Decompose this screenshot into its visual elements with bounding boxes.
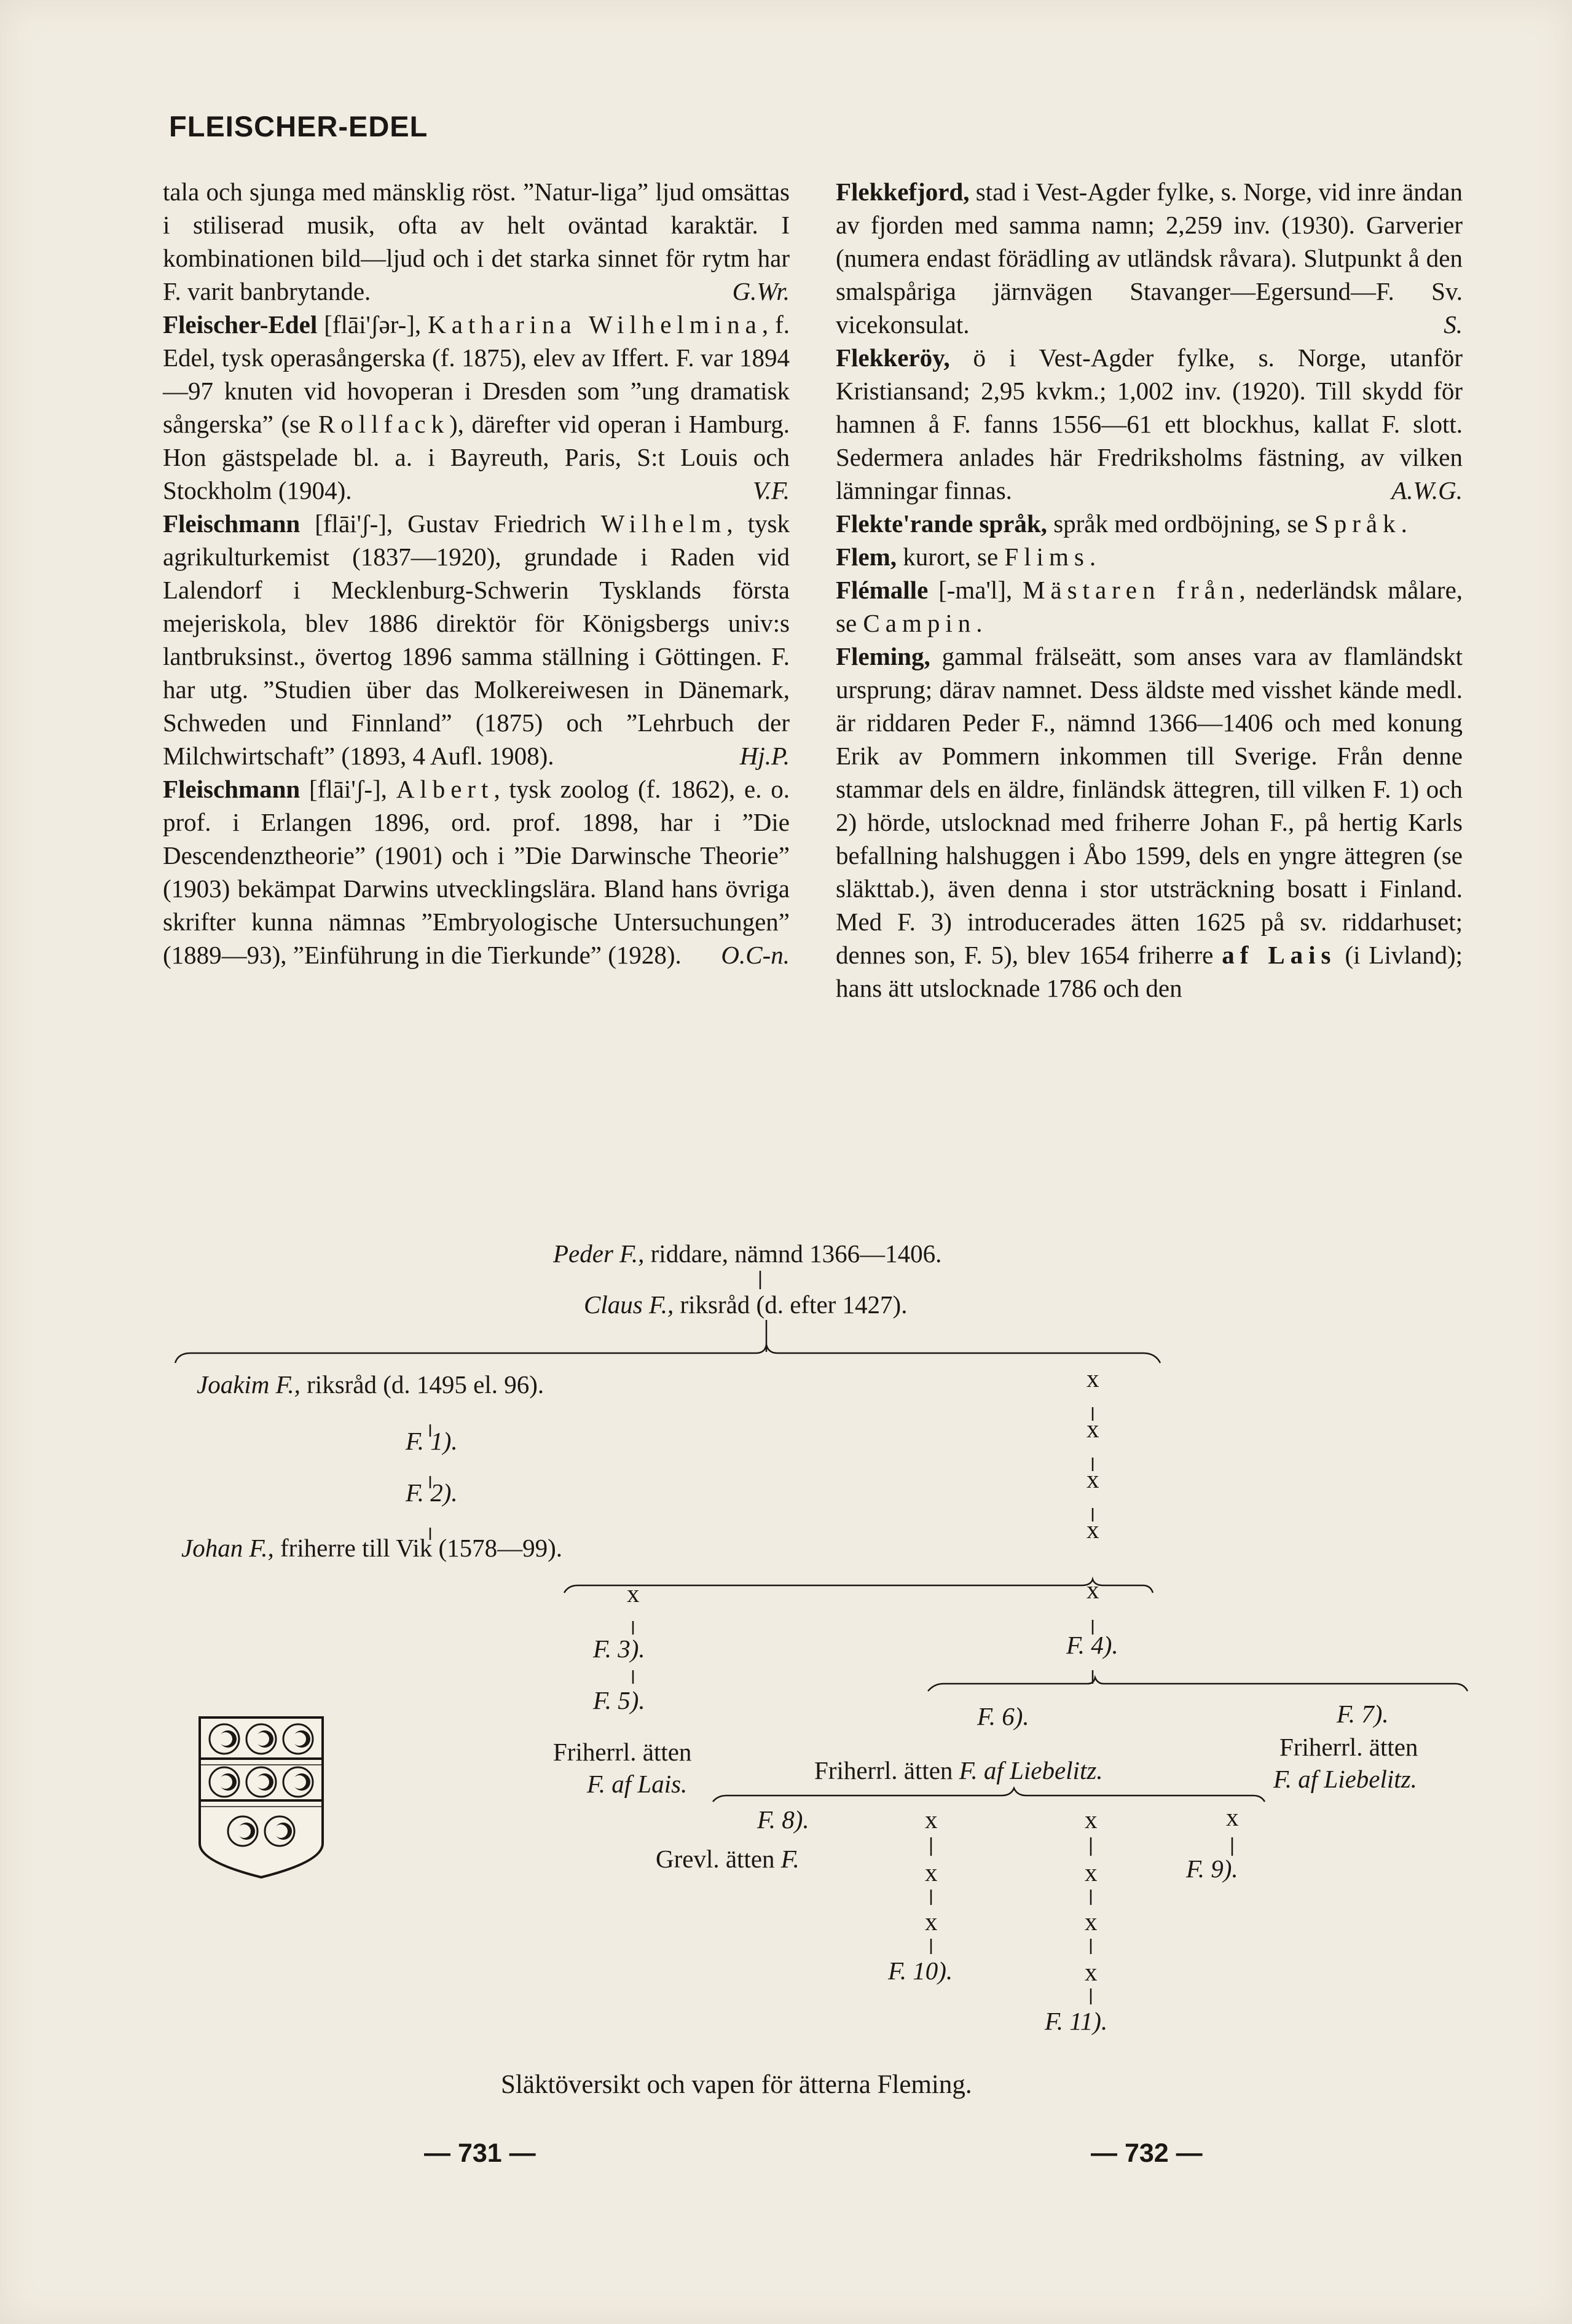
figure-caption: Släktöversikt och vapen för ätterna Fleming. (501, 2070, 972, 2099)
tree-f5: F. 5). (593, 1686, 645, 1714)
tree-f1: F. 1). (406, 1427, 458, 1455)
tree-x: x (925, 1805, 938, 1834)
entry-text: (i Livland); hans ätt utslocknade 1786 och den (836, 941, 1463, 1002)
page-number-right: — 732 — (1091, 2138, 1203, 2168)
entry-text: Flem, (836, 543, 897, 571)
tree-x: x (627, 1579, 640, 1608)
author-signature: G.Wr. (732, 277, 790, 305)
entry-text: Mästaren från (1022, 576, 1240, 604)
entry-text: kurort, se (897, 543, 1005, 571)
entry-text: [-ma'l], (928, 576, 1023, 604)
entry-text: . (1401, 509, 1407, 538)
tree-claus: Claus F., riksråd (d. efter 1427). (584, 1290, 908, 1319)
entry-text: Albert (396, 775, 494, 803)
entry-text: Flémalle (836, 576, 929, 604)
entry-text: Fleischmann (163, 509, 301, 538)
tree-f3: F. 3). (593, 1635, 645, 1663)
tree-x: x (1085, 1805, 1098, 1834)
tree-x: x (925, 1907, 938, 1936)
entry-text: Flekkefjord, (836, 178, 970, 206)
entry-text: Flekkeröy, (836, 343, 950, 372)
entry-text: [flāi'ʃər-], (317, 310, 428, 339)
tree-lieb-r-2: F. af Liebelitz. (1273, 1765, 1417, 1793)
entry-text: , tysk zoolog (f. 1862), e. o. prof. i Erlangen 1896, ord. prof. 1898, har i ”Die Descendenztheorie” (1901) och i ”Die Darwinsche Theorie” (1903) bekämpat Darwins utvecklingslära. Bland hans övriga skrifter kunna nämnas ”Embryologische Untersuchungen” (1889—93), ”Einführung in die Tierkunde” (1928). (163, 775, 790, 969)
entry-text: Flims (1004, 543, 1090, 571)
author-signature: S. (1444, 310, 1463, 339)
entry-text: språk med ordböjning, se (1047, 509, 1315, 538)
entry-text: Rollfack (318, 410, 450, 438)
tree-f2: F. 2). (406, 1478, 458, 1507)
tree-x: x (1087, 1465, 1099, 1493)
entry-text: gammal frälseätt, som anses vara av flamländskt ursprung; därav namnet. Dess äldste med visshet kände medl. är riddaren Peder F., nämnd 1366—1406 och med konung Erik av Pommern inkommen till Sverige. Från denne stammar dels en äldre, finländsk ättegren, till vilken F. 1) och 2) hörde, utslocknad med friherre Johan F., på hertig Karls befallning halshuggen i Åbo 1599, dels en yngre ättegren (se släkttab.), även denna i stor utsträckning bosatt i Finland. Med F. 3) introducerades ätten 1625 på sv. riddarhuset; dennes son, F. 5), blev 1654 friherre (836, 642, 1463, 969)
author-signature: Hj.P. (739, 742, 790, 770)
tree-x: x (1087, 1515, 1099, 1544)
entry-text: ö i Vest-Agder fylke, s. Norge, utanför Kristiansand; 2,95 kvkm.; 1,002 inv. (1920). Till skydd för hamnen å F. fanns 1556—61 ett blockhus, kallat F. slott. Sedermera anlades här Fredriksholms fästning, av vilken lämningar finnas. (836, 343, 1463, 504)
tree-x: x (1087, 1576, 1099, 1604)
tree-x: x (1087, 1415, 1099, 1443)
tree-lais-1: Friherrl. ätten (553, 1738, 692, 1766)
entry-text: Katharina Wilhelmina (428, 310, 762, 339)
entry-text: , nederländsk målare, se (836, 576, 1463, 637)
tree-x: x (1087, 1364, 1099, 1392)
tree-lieb-mid: Friherrl. ätten F. af Liebelitz. (814, 1756, 1103, 1784)
entry-text: Wilhelm (600, 509, 727, 538)
entry-text: . (1089, 543, 1096, 571)
tree-grevl: Grevl. ätten F. (656, 1845, 800, 1873)
tree-lieb-r-1: Friherrl. ätten (1279, 1733, 1418, 1761)
tree-x: x (1085, 1858, 1098, 1886)
tree-x: x (925, 1858, 938, 1886)
tree-f9: F. 9). (1186, 1855, 1238, 1883)
page-number-left: — 731 — (424, 2138, 536, 2168)
tree-f8: F. 8). (757, 1805, 809, 1834)
entry-text: [flāi'ʃ-], Gustav Friedrich (300, 509, 601, 538)
author-signature: A.W.G. (1391, 476, 1463, 504)
tree-x: x (1085, 1907, 1098, 1936)
entry-text: , tysk agrikulturkemist (1837—1920), grundade i Raden vid Lalendorf i Mecklenburg-Schwerin Tysklands första mejeriskola, blev 1886 direktör för Königsbergs univ:s lantbruksinst., övertog 1896 samma ställning i Göttingen. F. har utg. ”Studien über das Molkereiwesen in Dänemark, Schweden und Finnland” (1875) och ”Lehrbuch der Milchwirtschaft” (1893, 4 Aufl. 1908). (163, 509, 790, 770)
coat-of-arms-icon (197, 1714, 326, 1880)
entry-text: [flāi'ʃ-], (300, 775, 396, 803)
tree-f4: F. 4). (1066, 1631, 1118, 1659)
entry-text: Campin (863, 609, 977, 637)
tree-johan: Johan F., friherre till Vik (1578—99). (181, 1534, 563, 1562)
tree-f11: F. 11). (1045, 2007, 1108, 2035)
page-header: FLEISCHER-EDEL (169, 110, 428, 143)
tree-f7: F. 7). (1337, 1700, 1389, 1728)
entry-text: tala och sjunga med mänsklig röst. ”Natur-liga” ljud omsättas i stiliserad musik, ofta av helt oväntad karaktär. I kombinationen bild—ljud och i det starka sinnet för rytm har F. varit banbrytande. (163, 178, 790, 305)
tree-x: x (1085, 1958, 1098, 1986)
entry-text: Fleischer-Edel (163, 310, 318, 339)
entry-text: af Lais (1222, 941, 1337, 969)
author-signature: O.C-n. (721, 941, 790, 969)
tree-lais-2: F. af Lais. (587, 1770, 688, 1798)
author-signature: V.F. (752, 476, 790, 504)
tree-joakim: Joakim F., riksråd (d. 1495 el. 96). (197, 1370, 544, 1399)
entry-text: stad i Vest-Agder fylke, s. Norge, vid inre ändan av fjorden med samma namn; 2,259 inv. (1930). Garverier (numera endast förädling av utländsk råvara). Slutpunkt å den smalspåriga järnvägen Stavanger—Egersund—F. Sv. vicekonsulat. (836, 178, 1463, 339)
tree-peder: Peder F., riddare, nämnd 1366—1406. (553, 1239, 942, 1268)
tree-f6: F. 6). (977, 1702, 1029, 1730)
entry-text: , f. Edel, tysk operasångerska (f. 1875), elev av Iffert. F. var 1894—97 knuten vid hovoperan i Dresden som ”ung dramatisk sångerska” (se (163, 310, 790, 438)
entry-text: . (976, 609, 983, 637)
entry-text: Språk (1314, 509, 1401, 538)
entry-text: Fleming, (836, 642, 930, 670)
entry-text: ), därefter vid operan i Hamburg. Hon gästspelade bl. a. i Bayreuth, Paris, S:t Louis och Stockholm (1904). (163, 410, 790, 504)
entry-text: Fleischmann (163, 775, 301, 803)
tree-f10: F. 10). (888, 1957, 953, 1985)
entry-text: Flekte'rande språk, (836, 509, 1047, 538)
tree-x: x (1226, 1803, 1239, 1831)
